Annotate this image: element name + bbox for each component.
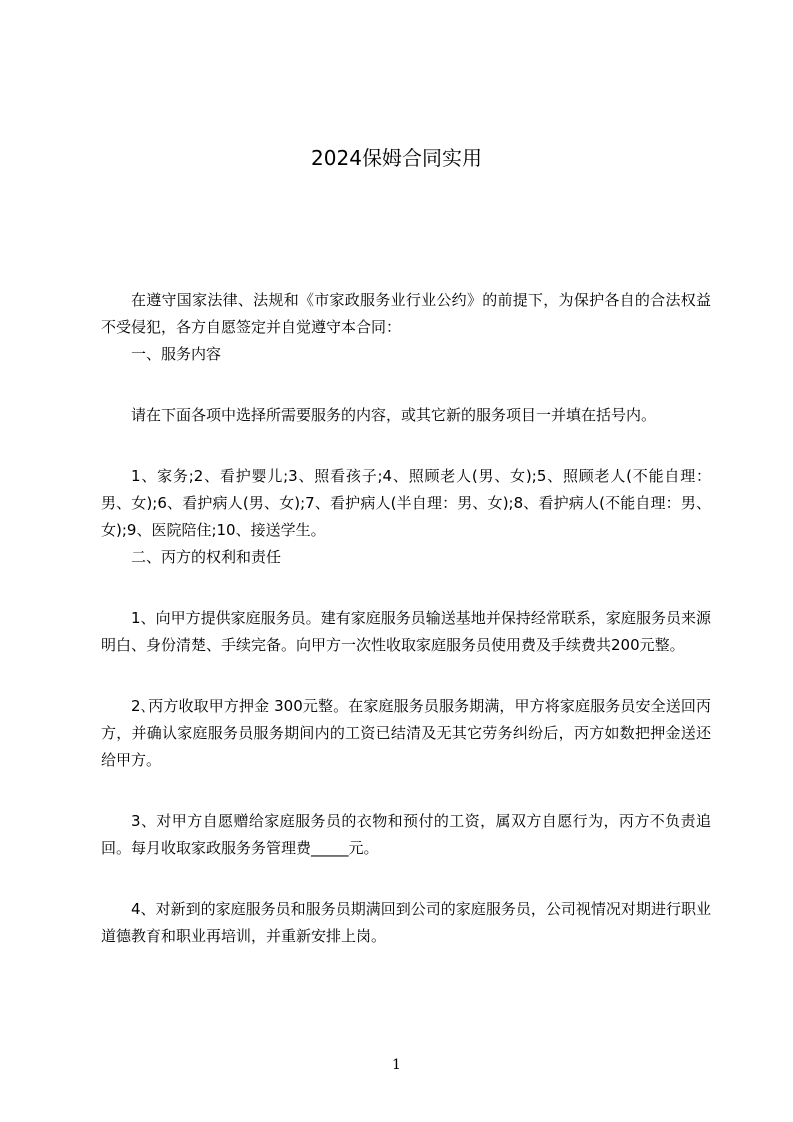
clause-4-paragraph: 4、对新到的家庭服务员和服务员期满回到公司的家庭服务员，公司视情况对期进行职业道德教育和职业再培训，并重新安排上岗。 bbox=[101, 900, 711, 945]
clause-1-paragraph: 1、向甲方提供家庭服务员。建有家庭服务员输送基地并保持经常联系，家庭服务员来源明白、身份清楚、手续完备。向甲方一次性收取家庭服务员使用费及手续费共200元整。 bbox=[101, 609, 711, 654]
document-title: 2024保姆合同实用 bbox=[311, 146, 482, 170]
page-number: 1 bbox=[392, 1057, 401, 1073]
intro-paragraph: 在遵守国家法律、法规和《市家政服务业行业公约》的前提下，为保护各自的合法权益不受侵犯，各方自愿签定并自觉遵守本合同： bbox=[101, 291, 711, 336]
clause-3-paragraph: 3、对甲方自愿赠给家庭服务员的衣物和预付的工资，属双方自愿行为，丙方不负责追回。每月收取家政服务务管理费_____元。 bbox=[101, 812, 711, 857]
section-heading-party-c-rights: 二、丙方的权利和责任 bbox=[131, 548, 282, 566]
document-body bbox=[101, 287, 711, 950]
service-items-paragraph: 1、家务;2、看护婴儿;3、照看孩子;4、照顾老人(男、女);5、照顾老人(不能自理：男、女);6、看护病人(男、女);7、看护病人(半自理：男、女);8、看护病人(不能自理：男、女);9、医院陪住;10、接送学生。 bbox=[101, 467, 711, 539]
service-instruction-paragraph: 请在下面各项中选择所需要服务的内容，或其它新的服务项目一并填在括号内。 bbox=[131, 406, 657, 424]
section-heading-service-content: 一、服务内容 bbox=[131, 345, 222, 363]
clause-2-paragraph: 2､丙方收取甲方押金 300元整。在家庭服务员服务期满，甲方将家庭服务员安全送回丙方，并确认家庭服务员服务期间内的工资已结清及无其它劳务纠纷后，丙方如数把押金送还给甲方。 bbox=[101, 697, 711, 769]
